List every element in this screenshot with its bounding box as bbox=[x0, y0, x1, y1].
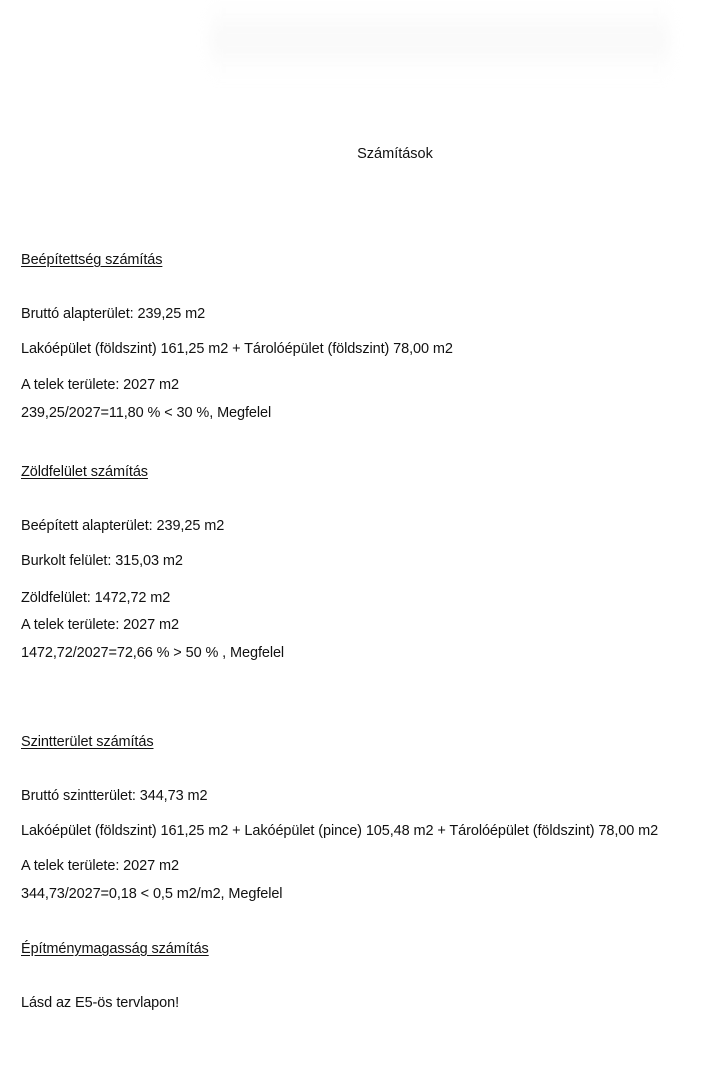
text-line: Zöldfelület: 1472,72 m2 bbox=[21, 590, 171, 606]
text-line: Bruttó alapterület: 239,25 m2 bbox=[21, 306, 206, 322]
section-heading-beepitettseg: Beépítettség számítás bbox=[21, 252, 163, 268]
text-line: 1472,72/2027=72,66 % > 50 % , Megfelel bbox=[21, 645, 285, 661]
page-title: Számítások bbox=[357, 146, 433, 162]
text-line: Lakóépület (földszint) 161,25 m2 + Tárolóépület (földszint) 78,00 m2 bbox=[21, 341, 453, 357]
text-line: 344,73/2027=0,18 < 0,5 m2/m2, Megfelel bbox=[21, 886, 283, 902]
text-line: 239,25/2027=11,80 % < 30 %, Megfelel bbox=[21, 405, 272, 421]
text-line: A telek területe: 2027 m2 bbox=[21, 858, 179, 874]
text-line: Lakóépület (földszint) 161,25 m2 + Lakóépület (pince) 105,48 m2 + Tárolóépület (földszint) 78,00 m2 bbox=[21, 823, 659, 839]
text-line: Lásd az E5-ös tervlapon! bbox=[21, 995, 179, 1011]
text-line: Beépített alapterület: 239,25 m2 bbox=[21, 518, 225, 534]
section-heading-szintterulet: Szintterület számítás bbox=[21, 734, 154, 750]
text-line: A telek területe: 2027 m2 bbox=[21, 377, 179, 393]
text-line: Burkolt felület: 315,03 m2 bbox=[21, 553, 183, 569]
section-heading-epitmenymagassag: Építménymagasság számítás bbox=[21, 941, 209, 957]
text-line: A telek területe: 2027 m2 bbox=[21, 617, 179, 633]
text-line: Bruttó szintterület: 344,73 m2 bbox=[21, 788, 208, 804]
scan-bleed-through bbox=[210, 0, 670, 80]
section-heading-zoldfelulet: Zöldfelület számítás bbox=[21, 464, 148, 480]
